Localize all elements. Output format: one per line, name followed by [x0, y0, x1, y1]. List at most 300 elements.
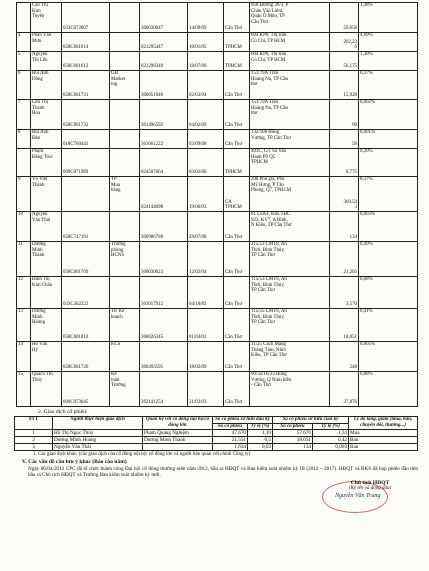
note-3: 3. Các giao dịch khác: (các giao dịch của cổ đông nội bộ/ cổ đông lớn và người liên quan với chính Công ty). — [33, 452, 252, 458]
cell-id — [62, 212, 110, 242]
cell-place — [224, 309, 250, 342]
cell-shares — [330, 372, 359, 407]
cell-address-line: Thới, Bình Thủy, — [251, 314, 285, 320]
cell-address-line: Mỹ Hưng, P Tân — [251, 182, 284, 188]
cell-id — [62, 3, 110, 33]
cell-id — [62, 52, 110, 71]
cell-name — [31, 242, 62, 277]
cell-relation — [143, 444, 213, 451]
cell-shares-text: 18,051 — [343, 335, 357, 341]
cell-name-line: Phạm — [32, 149, 44, 154]
signature-title: Chủ tịch HĐQT — [350, 479, 390, 486]
th-reason: Lý do tăng, giảm (mua, bán, chuyển đổi, thưởng...) — [349, 417, 418, 430]
cell-position-line: Mua — [111, 182, 120, 188]
cell-address-line: Quận Ô Môn, TP — [251, 14, 285, 20]
th-start: Số cổ phiếu sở hữu đầu kỳ — [213, 417, 273, 424]
cell-shares-text: 56,175 — [343, 64, 357, 70]
cell-date — [188, 52, 224, 71]
cell-address-line: Tháng Tám, Ninh — [251, 347, 286, 353]
holder-row — [17, 71, 418, 100]
cell-end-qty: 57.670 — [273, 430, 313, 437]
cell-position-line: phòng — [111, 247, 124, 253]
cell-place-text: Cần Thơ — [225, 93, 243, 99]
cell-date — [188, 277, 224, 309]
cell-name — [31, 100, 62, 130]
cell-shares — [330, 33, 359, 52]
cell-address-line: Hanh P9 Q5 — [251, 154, 276, 160]
cell-stt — [17, 242, 31, 277]
cell-address-line: Hoàng Na, TP Cần — [251, 105, 288, 111]
section-5-title: V. Các vấn đề cần lưu ý khác (Báo cáo năm) — [22, 459, 127, 466]
cell-address-line: 208 Phú gia, Phú — [251, 177, 285, 182]
cell-address-line: Hoàng Na, TP Cần — [251, 76, 288, 82]
holder-row — [17, 100, 418, 130]
cell-position-line: hàng — [111, 188, 121, 194]
cell-position-line: HCNS — [111, 253, 125, 259]
cell-reason: Bán — [349, 437, 418, 444]
cell-pct — [359, 149, 418, 177]
cell-name-line: Bùi Anh — [32, 71, 49, 76]
cell-id — [62, 100, 110, 130]
th-end-qty: Số cổ phiếu — [273, 423, 313, 430]
cell-place — [224, 71, 250, 100]
cell-stt-text: 8 — [18, 130, 21, 135]
cell-place-text: Cần Thơ — [225, 26, 243, 32]
cell-pct — [359, 100, 418, 130]
cell-id-text: 058C601612 — [63, 64, 89, 70]
cell-stt — [17, 71, 31, 100]
cell-name-line: Minh — [32, 314, 43, 320]
cell-end-qty: 18.051 — [273, 437, 313, 444]
cell-name — [31, 372, 62, 407]
cell-date-text: 18/02/09 — [189, 365, 207, 371]
cell-stt-text: 13 — [18, 309, 23, 314]
cell-id-text: 009C073645 — [63, 400, 89, 406]
cell-address-line: Củ Chi, TP HCM — [251, 57, 286, 63]
cell-shares-text: 8,775 — [345, 170, 357, 176]
cell-date — [188, 100, 224, 130]
cell-position — [110, 212, 140, 242]
cell-id-no-text: 362141254 — [141, 400, 164, 406]
cell-place-text: Cần Thơ — [225, 235, 243, 241]
cell-position-line: ing — [111, 82, 118, 88]
cell-stt-text: 9 — [18, 177, 21, 182]
cell-address-line: 90/32/16/33 Hùng — [251, 372, 287, 377]
cell-pct-text: 0,005% — [360, 342, 376, 347]
cell-name-line: Cao Thị — [32, 3, 48, 8]
cell-position — [110, 277, 140, 309]
cell-name — [31, 33, 62, 52]
cell-shares — [330, 130, 359, 149]
holder-row — [17, 372, 418, 407]
cell-shares — [330, 342, 359, 372]
cell-id-no — [140, 212, 188, 242]
cell-address-line: TPHCM — [251, 160, 268, 166]
cell-address-line: Thới, Bình Thủy, — [251, 247, 285, 253]
cell-id-text: 033C302222 — [63, 302, 89, 308]
cell-stt-text: 11 — [18, 242, 23, 247]
cell-shares-text: 134 — [349, 235, 357, 241]
cell-name-line: Quách Thị — [32, 372, 53, 377]
cell-id-no-text: 361496592 — [141, 123, 164, 129]
cell-stt — [17, 342, 31, 372]
cell-place — [224, 372, 250, 407]
cell-id-no-text: 021296340 — [141, 64, 164, 70]
cell-stt — [17, 309, 31, 342]
cell-date-text: 21/03/03 — [189, 400, 207, 406]
th-start-qty: Số cổ phiếu — [213, 423, 248, 430]
cell-address — [250, 342, 330, 372]
cell-id-text: 018C700441 — [63, 142, 89, 148]
cell-address-line: - Cần Thơ — [251, 383, 271, 389]
cell-pct — [359, 130, 418, 149]
th-stt: STT — [15, 417, 53, 430]
cell-shares-text: 58 — [352, 142, 357, 148]
cell-stt-text: 14 — [18, 342, 23, 347]
cell-date — [188, 71, 224, 100]
holder-row — [17, 3, 418, 33]
cell-stt: 3 — [15, 444, 53, 451]
cell-position — [110, 100, 140, 130]
holder-row — [17, 242, 418, 277]
cell-pct-text: 0,002% — [360, 100, 376, 105]
cell-place-text: TPHCM — [225, 170, 242, 176]
cell-pct-text: 8,37% — [360, 177, 373, 182]
cell-date — [188, 149, 224, 177]
cell-address-line: 115/53 CMT8, An — [251, 277, 287, 282]
cell-pct — [359, 277, 418, 309]
cell-id-no — [140, 71, 188, 100]
cell-id-no — [140, 149, 188, 177]
th-start-ratio: Tỷ lệ (%) — [248, 423, 273, 430]
cell-place-text: Cần Thơ — [225, 142, 243, 148]
cell-stt: 2 — [15, 437, 53, 444]
cell-id — [62, 309, 110, 342]
cell-date-text: 01/04/03 — [189, 335, 207, 341]
cell-date-text: 14/09/09 — [189, 26, 207, 32]
cell-position-line: TP. Kế — [111, 309, 125, 314]
cell-name-line: Nguyễn — [32, 52, 48, 57]
cell-id-no-text: 021295447 — [141, 45, 164, 51]
cell-name-line: Phan Văn — [32, 33, 52, 38]
cell-shares-text: 59,658 — [343, 26, 357, 32]
cell-place — [224, 100, 250, 130]
cell-id-no-text: 360030047 — [141, 26, 164, 32]
cell-end-pct: 0,003 — [313, 444, 349, 451]
cell-id — [62, 33, 110, 52]
cell-stt-text: 10 — [18, 212, 23, 217]
cell-stt-text: 7 — [18, 100, 21, 105]
cell-address — [250, 3, 330, 33]
cell-place — [224, 130, 250, 149]
section-2-title: 2. Giao dịch cổ phiếu: — [38, 409, 88, 415]
cell-place-text: Cần Thơ — [225, 123, 243, 129]
cell-position — [110, 309, 140, 342]
cell-name-line: Dũng — [32, 76, 43, 82]
cell-address — [250, 212, 330, 242]
cell-name-line: Dương — [32, 309, 46, 314]
cell-start-pct: 0,5 — [248, 437, 273, 444]
cell-address — [250, 71, 330, 100]
cell-shares-text: 96 — [352, 123, 357, 129]
cell-pct — [359, 177, 418, 212]
cell-position — [110, 52, 140, 71]
holder-row — [17, 342, 418, 372]
cell-shares — [330, 212, 359, 242]
cell-name — [31, 52, 62, 71]
th-end-ratio: Tỷ lệ (%) — [313, 423, 349, 430]
cell-shares-text: 37,876 — [343, 400, 357, 406]
cell-date-text: 10/01/05 — [189, 45, 207, 51]
cell-address-line: Châu Văn Liêm, — [251, 8, 284, 14]
cell-name-line: Thanh — [32, 182, 45, 188]
cell-shares — [330, 309, 359, 342]
cell-stt: 1 — [15, 430, 53, 437]
cell-pct-text: 0,20% — [360, 149, 373, 154]
cell-address — [250, 372, 330, 407]
cell-person: Hồ Thị Ngọc Thủy — [53, 430, 143, 437]
cell-name-line: Văn Thái — [32, 217, 51, 223]
cell-pct — [359, 3, 418, 33]
cell-id-no — [140, 130, 188, 149]
cell-id-text: 058C601726 — [63, 365, 89, 371]
cell-name-line: Thị Lến — [32, 57, 48, 63]
cell-date-text: 02/03/04 — [189, 93, 207, 99]
cell-position — [110, 149, 140, 177]
cell-id-no-text: 360986788 — [141, 235, 164, 241]
cell-address — [250, 177, 330, 212]
th-person: Người thực hiện giao dịch — [53, 417, 143, 430]
cell-person: Nguyễn Văn Thái — [53, 444, 143, 451]
cell-pct — [359, 372, 418, 407]
cell-stt — [17, 149, 31, 177]
cell-id-text: 058C601614 — [63, 45, 89, 51]
trade-row — [15, 444, 418, 451]
cell-pct-text: 1,38% — [360, 3, 373, 8]
cell-id-no-text: 024507664 — [141, 170, 164, 176]
cell-place — [224, 3, 250, 33]
cell-date-text: 19/06/03 — [189, 205, 207, 211]
cell-date — [188, 212, 224, 242]
cell-stt — [17, 3, 31, 33]
cell-name-line: Đinh Thị — [32, 277, 50, 282]
cell-address-line: 11/25 Cách Mạng — [251, 342, 286, 347]
holder-row — [17, 149, 418, 177]
cell-address-line: TP Cần Thơ — [251, 320, 275, 326]
cell-pct-text: 0,37% — [360, 71, 373, 76]
cell-name-line: Kim — [32, 8, 41, 14]
cell-place-text: Cần Thơ — [225, 400, 243, 406]
cell-place-text: Cần Thơ — [225, 302, 243, 308]
cell-id — [62, 71, 110, 100]
cell-pct-text: 0,49% — [360, 242, 373, 247]
cell-name — [31, 130, 62, 149]
trade-row — [15, 430, 418, 437]
cell-id — [62, 149, 110, 177]
cell-start-qty: 21.551 — [213, 437, 248, 444]
cell-id-text: 058C601709 — [63, 270, 89, 276]
holder-row — [17, 277, 418, 309]
cell-date — [188, 177, 224, 212]
cell-name — [31, 277, 62, 309]
cell-pct-text: 0,41% — [360, 309, 373, 314]
cell-id-no — [140, 52, 188, 71]
cell-position-line: Trưởng — [111, 383, 126, 389]
cell-date-text: 04/10/83 — [189, 302, 207, 308]
trade-row — [15, 437, 418, 444]
holder-row — [17, 33, 418, 52]
cell-pct-text: 4,69% — [360, 33, 373, 38]
trades-table — [14, 416, 418, 451]
cell-name-line: Nguyễn — [32, 212, 48, 217]
cell-name-line: Hoa — [32, 111, 41, 117]
cell-pct — [359, 242, 418, 277]
cell-address-line: Vương, Q Ninh kiều — [251, 377, 292, 383]
cell-stt — [17, 372, 31, 407]
cell-place — [224, 33, 250, 52]
cell-id-text: 058C747191 — [63, 235, 89, 241]
signature-subtitle: (Ký tên và đóng dấu) — [348, 485, 392, 491]
cell-pct-text: 0,003% — [360, 212, 376, 217]
cell-name-line: Thành — [32, 253, 45, 259]
cell-id — [62, 242, 110, 277]
cell-pct — [359, 71, 418, 100]
cell-shares — [330, 177, 359, 212]
cell-date — [188, 242, 224, 277]
cell-stt — [17, 177, 31, 212]
cell-start-qty: 47.670 — [213, 430, 248, 437]
cell-id-no-text: 361017912 — [141, 302, 164, 308]
cell-date-text: 03/09/08 — [189, 142, 207, 148]
cell-address — [250, 52, 330, 71]
cell-id-no — [140, 177, 188, 212]
cell-name-line: Thanh — [32, 105, 45, 111]
cell-stt-text: 12 — [18, 277, 23, 282]
cell-stt — [17, 100, 31, 130]
cell-name — [31, 309, 62, 342]
agm-paragraph: Ngày 06/04/2012 CPC đã tổ chức thành công Đại hội cổ đông thường niên năm 2012, bầu ra HĐQT và Ban kiểm soát nhiệm kỳ III (2012 – 2017). HĐQT và BKS đã họp phiên đầu tiên bầu ra Chủ tịch HĐQT và Trưởng Ban kiểm soát nhiệm kỳ mới. — [28, 466, 418, 479]
cell-start-qty: 1.634 — [213, 444, 248, 451]
cell-start-pct: 0,03 — [248, 444, 273, 451]
cell-stt — [17, 130, 31, 149]
cell-place-text: Cần Thơ — [225, 335, 243, 341]
cell-place-text: Cần Thơ — [225, 270, 243, 276]
cell-position — [110, 242, 140, 277]
cell-name-line: Lưu Thị — [32, 100, 49, 105]
cell-position — [110, 71, 140, 100]
cell-end-pct: 1,34 — [313, 430, 349, 437]
cell-place-text: CA TPHCM — [225, 199, 242, 211]
cell-shares-text: 3,570 — [345, 302, 357, 308]
cell-stt-text: 4 — [18, 33, 21, 38]
cell-address-line: Vương, TP Cần Thơ — [251, 135, 291, 141]
holder-row — [17, 52, 418, 71]
cell-shares — [330, 277, 359, 309]
cell-date — [188, 130, 224, 149]
cell-address-line: Cần Thơ — [251, 20, 269, 26]
cell-position-line: GĐ — [111, 71, 119, 76]
cell-shares — [330, 149, 359, 177]
cell-shares-text: 202,23 0 — [343, 39, 357, 51]
cell-position — [110, 342, 140, 372]
cell-shares — [330, 242, 359, 277]
cell-shares — [330, 3, 359, 33]
cell-shares — [330, 100, 359, 130]
cell-address-line: 923, KV7, A Bình, — [251, 217, 288, 223]
cell-end-qty: 134 — [273, 444, 313, 451]
cell-position-line: TP — [111, 177, 117, 182]
cell-id-text: 058C601732 — [63, 123, 89, 129]
cell-pct — [359, 212, 418, 242]
cell-id — [62, 372, 110, 407]
cell-stt — [17, 277, 31, 309]
cell-id-text: 033C072807 — [63, 26, 89, 32]
cell-id-no-text: 024144698 — [141, 205, 164, 211]
cell-address-line: 950 Đường 26/3, P — [251, 3, 289, 8]
cell-name-line: Thủy — [32, 377, 43, 383]
cell-position — [110, 33, 140, 52]
cell-name-line: Đăng Trúc — [32, 154, 53, 160]
cell-address-line: 132/108 Hùng — [251, 130, 280, 135]
cell-shares-text: 360,54 3 — [343, 199, 357, 211]
cell-pct-text: 0,001% — [360, 130, 376, 135]
cell-date-text: 18/07/00 — [189, 64, 207, 70]
cell-shares-text: 15,928 — [343, 93, 357, 99]
cell-pct-text: 0,08% — [360, 277, 373, 282]
cell-position-line: KCS — [111, 342, 121, 347]
cell-end-pct: 0,42 — [313, 437, 349, 444]
cell-shares — [330, 52, 359, 71]
cell-date-text: 04/02/09 — [189, 123, 207, 129]
cell-position — [110, 372, 140, 407]
cell-address-line: 151/79A Trần — [251, 100, 279, 105]
cell-address — [250, 149, 330, 177]
cell-name-line: Mưu — [32, 38, 42, 44]
cell-name-line: Đào — [32, 135, 41, 141]
cell-id-no — [140, 342, 188, 372]
cell-address-line: N Kiều, TP Cần Thơ — [251, 223, 292, 229]
cell-id-no — [140, 372, 188, 407]
cell-address — [250, 242, 330, 277]
cell-pct — [359, 309, 418, 342]
cell-name — [31, 177, 62, 212]
signature-name: Nguyễn Văn Trung — [335, 492, 381, 499]
cell-id-text: 058C601731 — [63, 93, 89, 99]
cell-place — [224, 242, 250, 277]
cell-stt-text: 5 — [18, 52, 21, 57]
cell-position-line: hoạch — [111, 314, 123, 320]
cell-address-line: 115/55 CMT8, An — [251, 309, 287, 314]
cell-address — [250, 309, 330, 342]
cell-address-line: Phong, Q7, TPHCM — [251, 188, 292, 194]
cell-id — [62, 177, 110, 212]
cell-name-line: Dương — [32, 242, 46, 247]
cell-name-line: Hỷ — [32, 347, 38, 353]
cell-shares-text: 248 — [349, 365, 357, 371]
cell-name-line: Hoàng — [32, 320, 46, 326]
cell-place — [224, 52, 250, 71]
cell-name-line: Võ Viết — [32, 177, 48, 182]
cell-id-no-text: 361661222 — [141, 142, 164, 148]
cell-id-no-text: 360493595 — [141, 365, 164, 371]
cell-address-line: 151/79A Trần — [251, 71, 279, 76]
cell-address-line: 01 LôA4, Khu TĐC — [251, 212, 291, 217]
cell-stt-text: 15 — [18, 372, 23, 377]
cell-position-line: toán — [111, 377, 120, 383]
cell-place — [224, 277, 250, 309]
cell-date — [188, 309, 224, 342]
cell-pct-text: 1,30% — [360, 52, 373, 57]
